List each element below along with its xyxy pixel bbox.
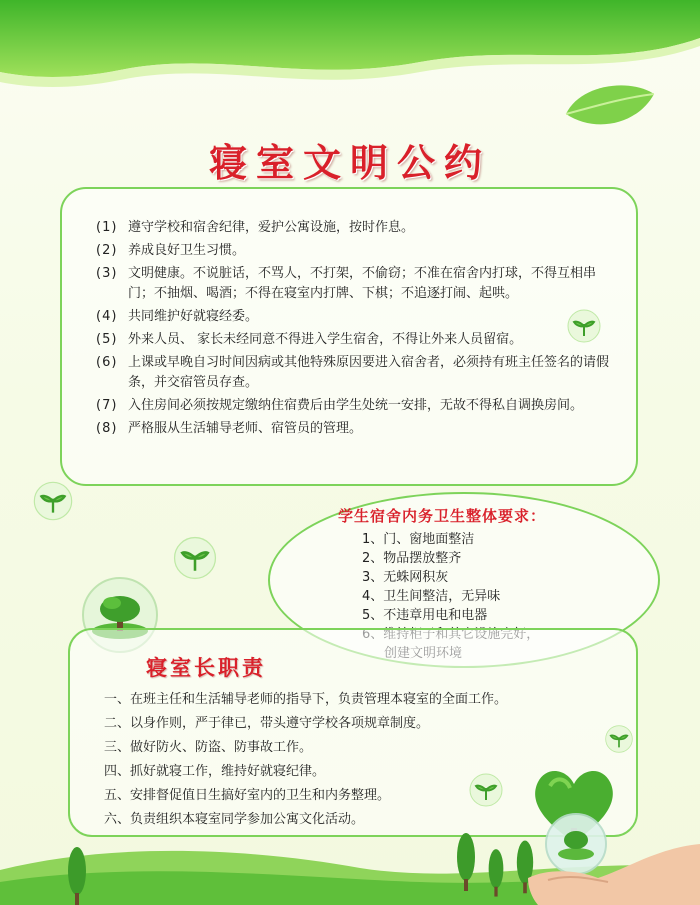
hygiene-item: 4、卫生间整洁，无异味 xyxy=(362,589,501,604)
sprout-bubble-icon xyxy=(468,772,504,808)
rule-text: 文明健康。不说脏话，不骂人，不打架，不偷窃；不准在宿舍内打球，不得互相串门；不抽烟、喝酒；不得在寝室内打牌、下棋；不追逐打闹、起哄。 xyxy=(128,266,597,301)
rule-number: (3) xyxy=(96,266,118,281)
rule-item xyxy=(96,241,611,261)
rule-item xyxy=(96,419,611,439)
cypress-tree-icon xyxy=(455,826,477,896)
rule-text: 外来人员、 家长未经同意不得进入学生宿舍，不得让外来人员留宿。 xyxy=(128,332,523,347)
sprout-bubble-icon xyxy=(172,535,218,581)
hygiene-item: 1、门、窗地面整洁 xyxy=(362,532,475,547)
rule-text: 入住房间必须按规定缴纳住宿费后由学生处统一安排，无故不得私自调换房间。 xyxy=(128,398,584,413)
sprout-bubble-icon xyxy=(604,724,634,754)
rule-text: 共同维护好就寝经委。 xyxy=(128,309,259,324)
hygiene-title: 学生宿舍内务卫生整体要求： xyxy=(338,507,547,525)
leaf-icon xyxy=(560,78,660,138)
rule-number: (1) xyxy=(96,220,118,235)
duty-item: 二、以身作则，严于律已，带头遵守学校各项规章制度。 xyxy=(104,716,430,731)
cypress-tree-icon xyxy=(487,846,505,898)
rule-item xyxy=(96,218,611,238)
rule-number: (2) xyxy=(96,243,118,258)
duty-item: 三、做好防火、防盗、防事故工作。 xyxy=(104,740,313,755)
hygiene-item: 3、无蛛网积灰 xyxy=(362,570,449,585)
poster-title: 寝室文明公约 xyxy=(208,140,491,185)
rule-number: (8) xyxy=(96,421,118,436)
rules-list xyxy=(96,218,611,442)
duty-item: 六、负责组织本寝室同学参加公寓文化活动。 xyxy=(104,812,365,827)
duties-title: 寝室长职责 xyxy=(146,655,266,680)
rule-item xyxy=(96,307,611,327)
cypress-tree-icon xyxy=(66,845,88,905)
rule-item xyxy=(96,264,611,304)
rule-text: 上课或早晚自习时间因病或其他特殊原因要进入宿舍者，必须持有班主任签名的请假条，并交宿管员存查。 xyxy=(128,355,610,390)
hand-icon xyxy=(528,808,700,905)
hygiene-item: 2、物品摆放整齐 xyxy=(362,551,462,566)
rule-item xyxy=(96,330,611,350)
duty-item: 一、在班主任和生活辅导老师的指导下，负责管理本寝室的全面工作。 xyxy=(104,692,508,707)
sprout-bubble-icon xyxy=(32,480,74,522)
rule-number: (7) xyxy=(96,398,118,413)
rule-number: (6) xyxy=(96,355,118,370)
rule-item xyxy=(96,396,611,416)
sprout-bubble-icon xyxy=(566,308,602,344)
duty-item: 四、抓好就寝工作，维持好就寝纪律。 xyxy=(104,764,326,779)
rule-text: 养成良好卫生习惯。 xyxy=(128,243,246,258)
hygiene-item: 5、不违章用电和电器 xyxy=(362,608,488,623)
rule-text: 遵守学校和宿舍纪律，爱护公寓设施，按时作息。 xyxy=(128,220,415,235)
rule-item xyxy=(96,353,611,393)
rule-number: (5) xyxy=(96,332,118,347)
rule-text: 严格服从生活辅导老师、宿管员的管理。 xyxy=(128,421,363,436)
rule-number: (4) xyxy=(96,309,118,324)
duty-item: 五、安排督促值日生搞好室内的卫生和内务整理。 xyxy=(104,788,391,803)
